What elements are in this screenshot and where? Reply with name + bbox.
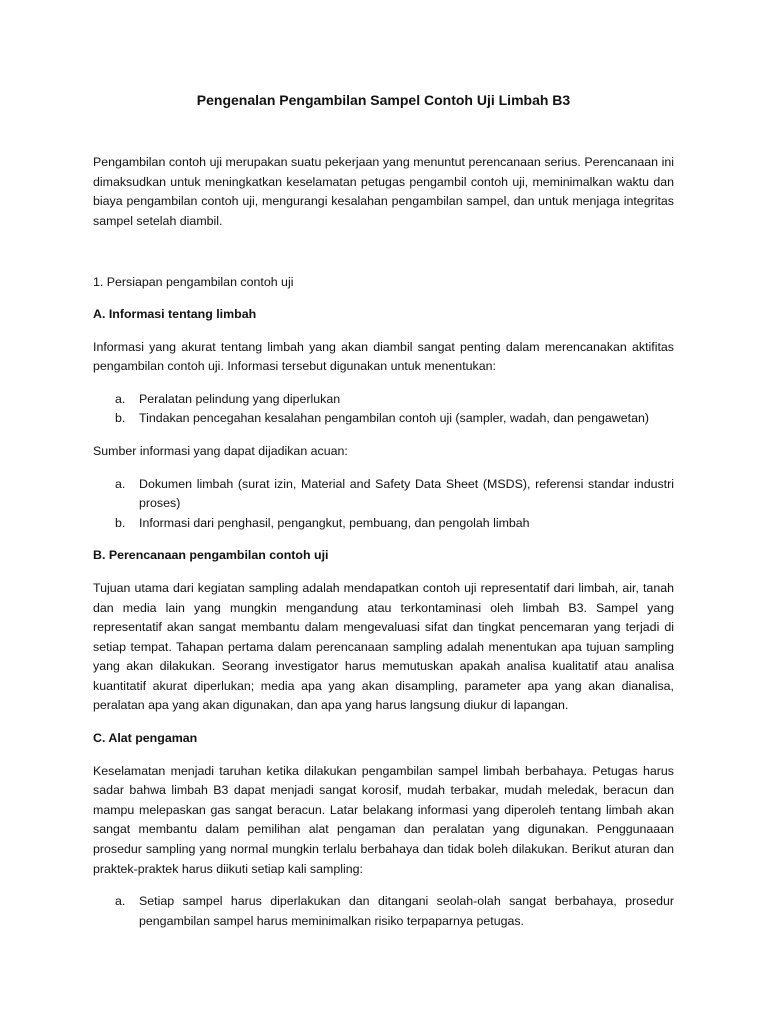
section-a-list-1 — [93, 390, 674, 429]
list-item — [93, 409, 674, 429]
list-marker: a. — [115, 476, 126, 491]
list-item — [93, 390, 674, 410]
section-c-heading: C. Alat pengaman — [93, 731, 198, 746]
document-body — [93, 153, 674, 944]
list-marker: b. — [115, 515, 126, 530]
list-marker: a. — [115, 894, 126, 909]
list-item-text: Setiap sampel harus diperlakukan dan ditangani seolah-olah sangat berbahaya, prosedur pengambilan sampel harus meminimalkan risiko terpaparnya petugas. — [139, 894, 674, 928]
list-item — [93, 514, 674, 534]
list-item-text: Peralatan pelindung yang diperlukan — [139, 391, 341, 406]
intro-paragraph: Pengambilan contoh uji merupakan suatu pekerjaan yang menuntut perencanaan serius. Perencanaan ini dimaksudkan untuk meningkatkan keselamatan petugas pengambil contoh uji, meminimalkan waktu dan biaya pengambilan contoh uji, mengurangi kesalahan pengambilan sampel, dan untuk menjaga integritas sampel setelah diambil. — [93, 155, 674, 228]
list-item — [93, 475, 674, 514]
document-title: Pengenalan Pengambilan Sampel Contoh Uji Limbah B3 — [196, 92, 571, 108]
section-a-paragraph-2: Sumber informasi yang dapat dijadikan acuan: — [93, 443, 348, 458]
list-item — [93, 892, 674, 931]
section-c-paragraph: Keselamatan menjadi taruhan ketika dilakukan pengambilan sampel limbah berbahaya. Petugas harus sadar bahwa limbah B3 dapat menjadi sangat korosif, mudah terbakar, mudah meledak, beracun dan mampu melepaskan gas sangat beracun. Latar belakang informasi yang diperoleh tentang limbah akan sangat membantu dalam pemilihan alat pengaman dan peralatan yang digunakan. Penggunaaan prosedur sampling yang normal mungkin terlalu berbahaya dan tidak boleh dilakukan. Berikut aturan dan praktek-praktek harus diikuti setiap kali sampling: — [93, 763, 674, 876]
section-a-heading: A. Informasi tentang limbah — [93, 306, 257, 321]
section-a-list-2 — [93, 475, 674, 534]
list-item-text: Tindakan pencegahan kesalahan pengambilan contoh uji (sampler, wadah, dan pengawetan) — [139, 411, 649, 426]
section-b-heading: B. Perencanaan pengambilan contoh uji — [93, 548, 329, 563]
list-item-text: Dokumen limbah (surat izin, Material and Safety Data Sheet (MSDS), referensi standar industri proses) — [139, 476, 674, 511]
section-b-paragraph: Tujuan utama dari kegiatan sampling adalah mendapatkan contoh uji representatif dari limbah, air, tanah dan media lain yang mungkin mengandung atau terkontaminasi oleh limbah B3. Sampel yang representatif akan sangat membantu dalam mengevaluasi sifat dan tingkat pencemaran yang terjadi di setiap tempat. Tahapan pertama dalam perencanaan sampling adalah menentukan apa tujuan sampling yang akan dilakukan. Seorang investigator harus memutuskan apakah analisa kualitatif atau analisa kuantitatif akurat diperlukan; media apa yang akan disampling, parameter apa yang akan dianalisa, peralatan apa yang akan digunakan, dan apa yang harus langsung diukur di lapangan. — [93, 580, 674, 713]
section-1-heading: 1. Persiapan pengambilan contoh uji — [93, 275, 294, 290]
list-marker: a. — [115, 391, 126, 406]
list-item-text: Informasi dari penghasil, pengangkut, pembuang, dan pengolah limbah — [139, 515, 530, 530]
section-a-paragraph: Informasi yang akurat tentang limbah yang akan diambil sangat penting dalam merencanakan aktifitas pengambilan contoh uji. Informasi tersebut digunakan untuk menentukan: — [93, 339, 674, 374]
list-marker: b. — [115, 411, 126, 426]
section-c-list — [93, 892, 674, 931]
